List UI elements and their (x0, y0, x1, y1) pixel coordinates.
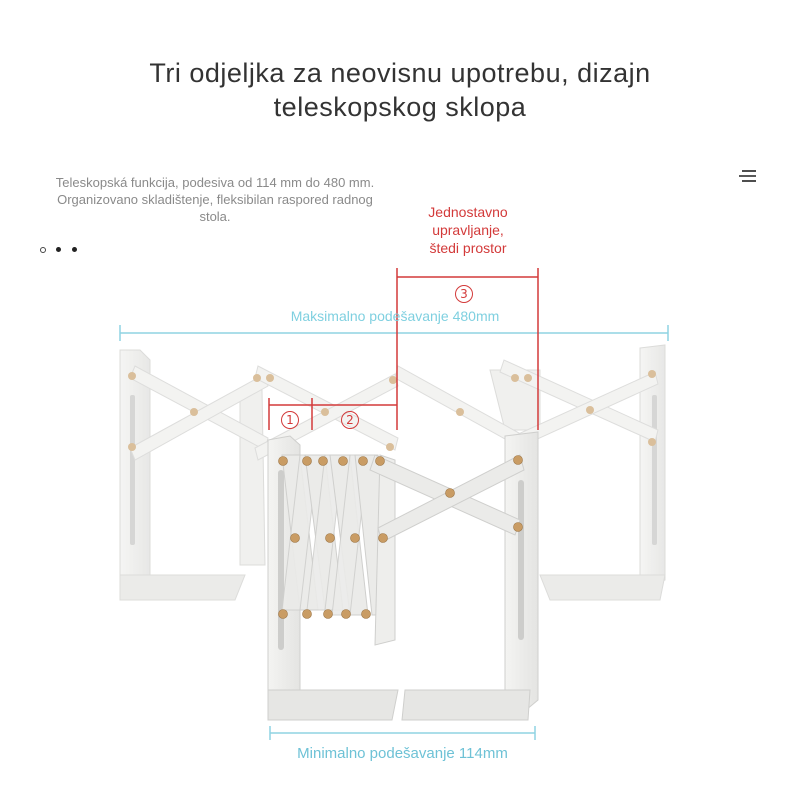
compartment-marker-2: 2 (341, 411, 359, 429)
max-dimension-line (120, 325, 668, 341)
note-line-3: štedi prostor (429, 240, 507, 256)
compartment-marker-3: 3 (455, 285, 473, 303)
note-line-2: upravljanje, (432, 222, 504, 238)
easy-handling-note (398, 203, 538, 257)
subtitle-text: Teleskopská funkcija, podesiva od 114 mm do 480 mm. Organizovano skladištenje, fleksibilan raspored radnog stola. (55, 175, 375, 224)
compartment-marker-1: 1 (281, 411, 299, 429)
collapsed-bookend-set (268, 432, 538, 720)
max-adjustment-label: Maksimalno podešavanje 480mm (290, 308, 500, 324)
min-dimension-line (270, 726, 535, 740)
title-line-2: teleskopskog sklopa (273, 92, 527, 122)
compartment-brackets (269, 268, 538, 430)
title-line-1: Tri odjeljka za neovisnu upotrebu, dizajn (149, 58, 651, 88)
note-line-1: Jednostavno (428, 204, 508, 220)
min-adjustment-label: Minimalno podešavanje 114mm (297, 745, 508, 762)
